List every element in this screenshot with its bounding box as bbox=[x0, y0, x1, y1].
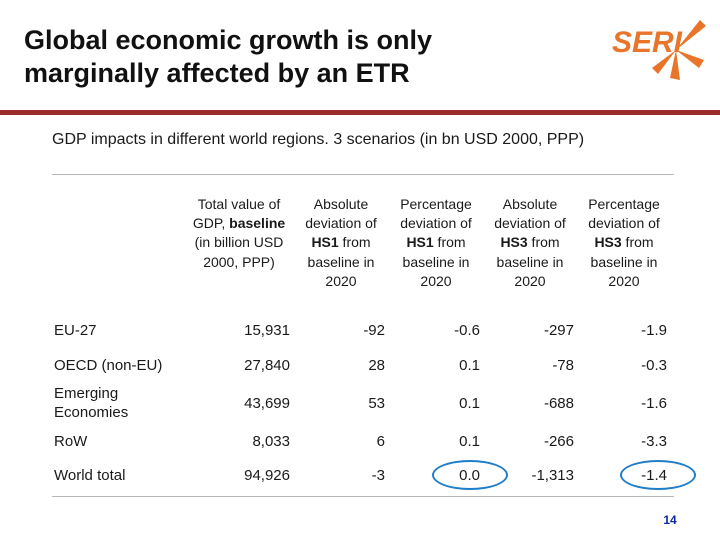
title-line-1: Global economic growth is only bbox=[24, 25, 433, 55]
table-subtitle: GDP impacts in different world regions. 3 scenarios (in bn USD 2000, PPP) bbox=[52, 131, 585, 148]
table-cell: 8,033 bbox=[252, 433, 290, 450]
table-cell: -1,313 bbox=[531, 467, 574, 484]
row-label-emerging-economies: Emerging Economies bbox=[54, 385, 129, 421]
table-cell: 15,931 bbox=[244, 322, 290, 339]
seri-logo bbox=[588, 14, 708, 94]
table-cell: 0.1 bbox=[459, 433, 480, 450]
title-divider bbox=[0, 110, 720, 115]
column-header-hs3-absolute: Absolute deviation of HS3 from baseline in 2020 bbox=[494, 196, 566, 289]
table-cell: -266 bbox=[543, 433, 574, 450]
table-cell: -1.9 bbox=[641, 322, 667, 339]
page-number: 14 bbox=[663, 513, 677, 527]
table-cell: 6 bbox=[376, 433, 385, 450]
table-cell: -1.6 bbox=[641, 395, 667, 412]
table-cell: 43,699 bbox=[244, 395, 290, 412]
title-line-2: marginally affected by an ETR bbox=[24, 58, 410, 88]
column-header-baseline: Total value of GDP, baseline (in billion USD 2000, PPP) bbox=[192, 196, 286, 270]
highlight-ring-hs3-world-total bbox=[620, 460, 696, 490]
table-cell: 0.1 bbox=[459, 395, 480, 412]
table-cell: 0.0 bbox=[459, 467, 480, 484]
table-bottom-rule bbox=[52, 496, 674, 497]
table-cell: -3.3 bbox=[641, 433, 667, 450]
table-cell: 28 bbox=[368, 357, 385, 374]
row-label-row: RoW bbox=[54, 433, 88, 450]
highlight-ring-hs1-world-total bbox=[432, 460, 508, 490]
slide-title bbox=[24, 24, 544, 90]
row-label-eu27: EU-27 bbox=[54, 322, 97, 339]
table-cell: -0.6 bbox=[454, 322, 480, 339]
table-cell: 94,926 bbox=[244, 467, 290, 484]
table-top-rule bbox=[52, 174, 674, 175]
table-cell: -0.3 bbox=[641, 357, 667, 374]
table-cell: 53 bbox=[368, 395, 385, 412]
column-header-hs1-absolute: Absolute deviation of HS1 from baseline in 2020 bbox=[305, 196, 377, 289]
table-cell: -688 bbox=[543, 395, 574, 412]
table-cell: 0.1 bbox=[459, 357, 480, 374]
column-header-hs3-percentage: Percentage deviation of HS3 from baseline in 2020 bbox=[588, 196, 660, 289]
row-label-oecd: OECD (non-EU) bbox=[54, 357, 163, 374]
logo-text: SERI bbox=[612, 26, 683, 59]
table-cell: -78 bbox=[552, 357, 574, 374]
table-cell: -297 bbox=[543, 322, 574, 339]
column-header-hs1-percentage: Percentage deviation of HS1 from baseline in 2020 bbox=[400, 196, 472, 289]
table-cell: -92 bbox=[363, 322, 385, 339]
row-label-world-total: World total bbox=[54, 467, 126, 484]
table-cell: -3 bbox=[371, 467, 385, 484]
table-cell: 27,840 bbox=[244, 357, 290, 374]
table-cell: -1.4 bbox=[641, 467, 667, 484]
